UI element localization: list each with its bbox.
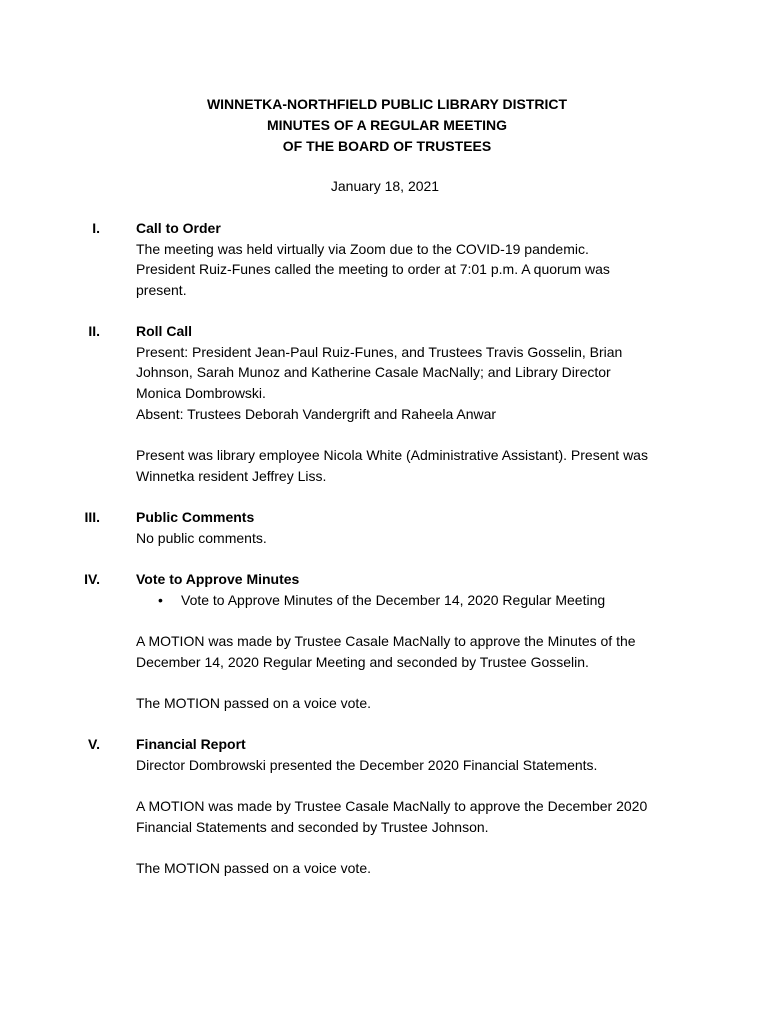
bullet-icon: • xyxy=(158,591,163,608)
text-line: The meeting was held virtually via Zoom due to the COVID-19 pandemic. xyxy=(136,240,589,257)
text-line: Monica Dombrowski. xyxy=(136,385,266,402)
section-number: IV. xyxy=(84,571,100,587)
header-line-3: OF THE BOARD OF TRUSTEES xyxy=(282,138,492,154)
section-title: Call to Order xyxy=(136,220,221,236)
section-title: Financial Report xyxy=(136,736,246,752)
section-number: III. xyxy=(84,509,100,525)
text-line: present. xyxy=(136,282,187,299)
text-line: Financial Statements and seconded by Trustee Johnson. xyxy=(136,818,489,835)
document-header xyxy=(0,94,770,157)
text-line: A MOTION was made by Trustee Casale MacNally to approve the Minutes of the xyxy=(136,633,636,650)
bullet-text: Vote to Approve Minutes of the December 14, 2020 Regular Meeting xyxy=(181,591,606,608)
section-title: Roll Call xyxy=(136,323,193,339)
section-number: V. xyxy=(88,736,100,752)
text-line: The MOTION passed on a voice vote. xyxy=(136,860,371,877)
text-line: Director Dombrowski presented the December 2020 Financial Statements. xyxy=(136,756,598,773)
bullet-item xyxy=(136,590,696,611)
text-line: Johnson, Sarah Munoz and Katherine Casale MacNally; and Library Director xyxy=(136,364,611,381)
header-line-1: WINNETKA-NORTHFIELD PUBLIC LIBRARY DISTRICT xyxy=(206,96,568,112)
section-number: II. xyxy=(88,323,100,339)
text-line: The MOTION passed on a voice vote. xyxy=(136,695,371,712)
text-line: Winnetka resident Jeffrey Liss. xyxy=(136,467,327,484)
header-line-2: MINUTES OF A REGULAR MEETING xyxy=(266,117,508,133)
text-line: Absent: Trustees Deborah Vandergrift and Raheela Anwar xyxy=(136,405,497,422)
text-line: December 14, 2020 Regular Meeting and seconded by Trustee Gosselin. xyxy=(136,653,589,670)
section-number: I. xyxy=(92,220,100,236)
text-line: President Ruiz-Funes called the meeting to order at 7:01 p.m. A quorum was xyxy=(136,261,610,278)
text-line: A MOTION was made by Trustee Casale MacNally to approve the December 2020 xyxy=(136,798,648,815)
text-line: No public comments. xyxy=(136,529,267,546)
section-title: Vote to Approve Minutes xyxy=(136,571,300,587)
text-line: Present: President Jean-Paul Ruiz-Funes, and Trustees Travis Gosselin, Brian xyxy=(136,343,623,360)
section-title: Public Comments xyxy=(136,509,255,525)
text-line: Present was library employee Nicola White (Administrative Assistant). Present was xyxy=(136,447,648,464)
meeting-date: January 18, 2021 xyxy=(330,178,440,194)
